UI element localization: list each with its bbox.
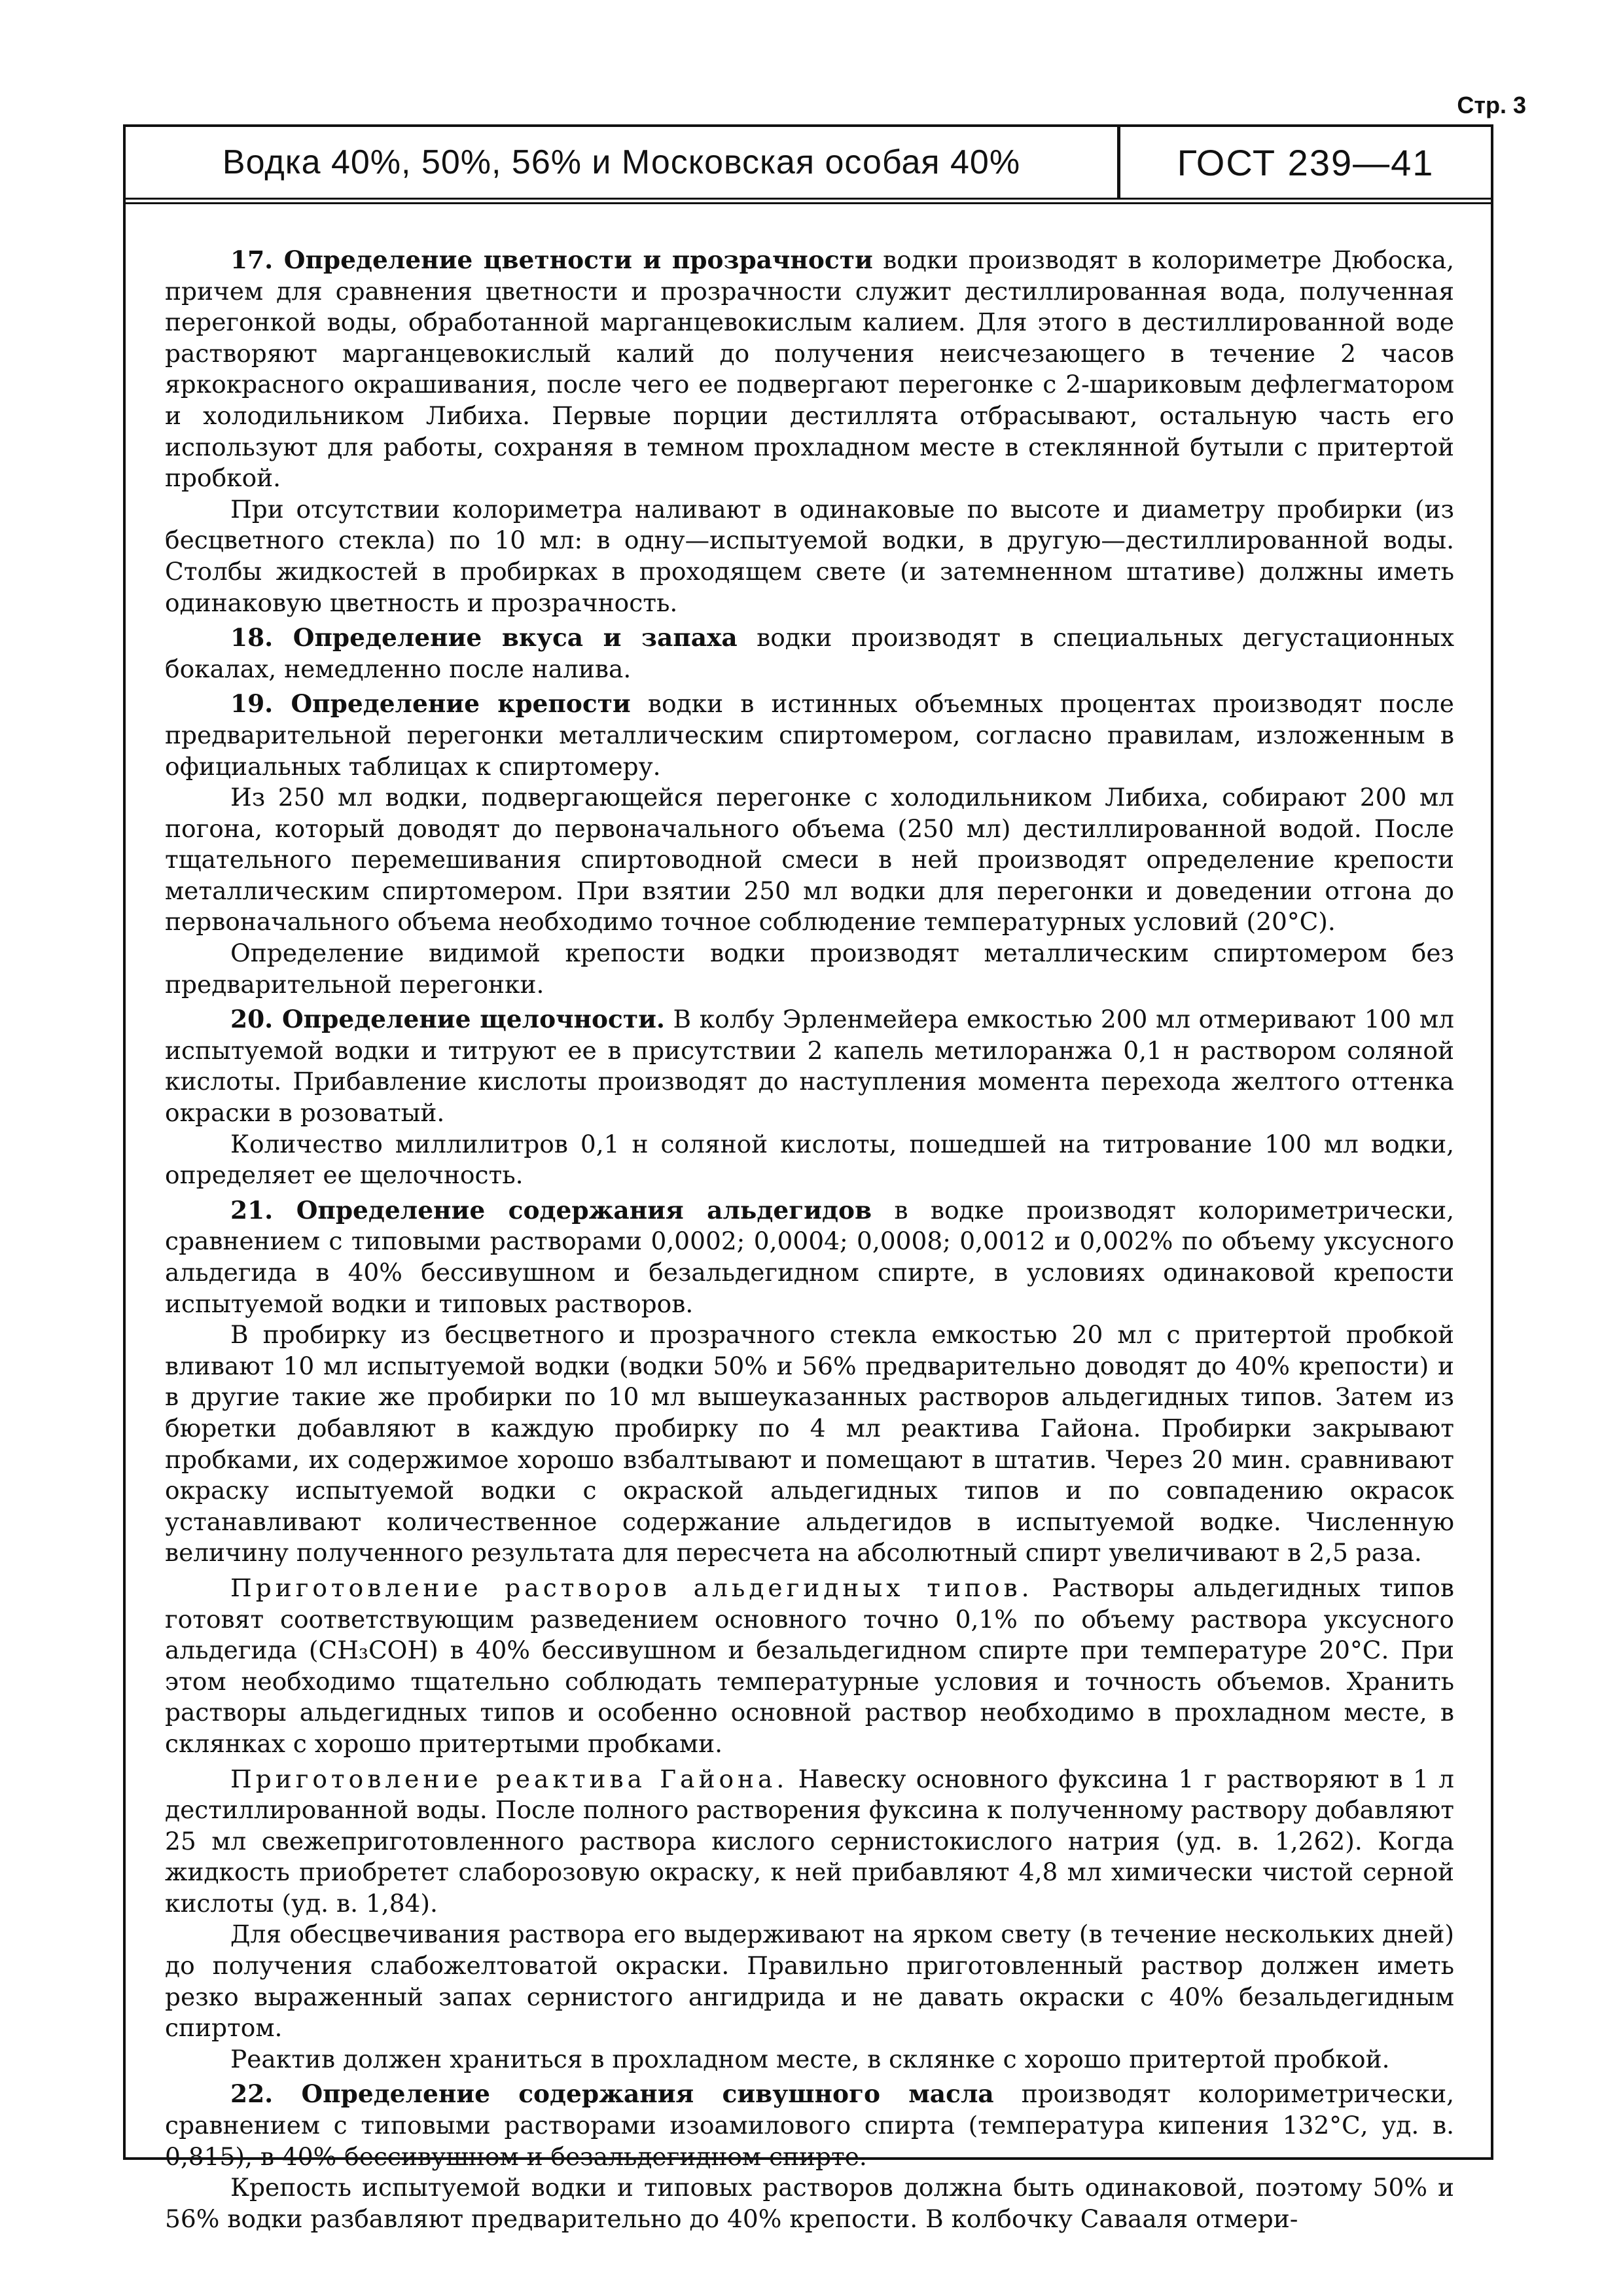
paragraph-text: При отсутствии колориметра наливают в одинаковые по высоте и диаметру пробирки (из бесцветного стекла) по 10 мл: в одну—испытуемой водки, в другую—дестиллированной воды. Столбы жидкостей в пробирках в проходящем свете (и затемненном штативе) должны иметь одинаковую цветность и прозрачность. (165, 494, 1454, 617)
paragraph-text: в водке производят колориметрически, сравнением с типовыми растворами 0,0002; 0,0004; 0,0008; 0,0012 и 0,002% по объему уксусного альдегида в 40% бессивушном и безальдегидном спирте, в условиях одинаковой крепости испытуемой водки и типовых растворов. (165, 1195, 1455, 1318)
paragraph (165, 2079, 1454, 2172)
paragraph (165, 1004, 1454, 1128)
paragraph-text: Реактив должен храниться в прохладном месте, в склянке с хорошо притертой пробкой. (230, 2044, 1390, 2073)
paragraph (165, 1764, 1454, 1920)
paragraph-text: Для обесцвечивания раствора его выдерживают на ярком свету (в течение нескольких дней) до получения слабожелтоватой окраски. Правильно приготовленный раствор должен иметь резко выраженный запах сернистого ангидрида и не давать окраски с 40% безальдегидным спиртом. (165, 1920, 1454, 2043)
paragraph-text: Навеску основного фуксина 1 г растворяют в 1 л дестиллированной воды. После полного растворения фуксина к полученному раствору добавляют 25 мл свежеприготовленного раствора кислого сернистокислого натрия (уд. в. 1,262). Когда жидкость приобретет слаборозовую окраску, к ней прибавляют 4,8 мл химически чистой серной кислоты (уд. в. 1,84). (165, 1764, 1455, 1918)
paragraph-text: В пробирку из бесцветного и прозрачного стекла емкостью 20 мл с притертой пробкой вливают 10 мл испытуемой водки (водки 50% и 56% предварительно доводят до 40% крепости) и в другие такие же пробирки по 10 мл вышеуказанных растворов альдегидных типов. Затем из бюретки добавляют в каждую пробирку по 4 мл реактива Гайона. Пробирки закрывают пробками, их содержимое хорошо взбалтывают и помещают в штатив. Через 20 мин. сравнивают окраску испытуемой водки с окраской альдегидных типов и по совпадению окрасок устанавливают количественное содержание альдегидов в испытуемой водке. Численную величину полученного результата для пересчета на абсолютный спирт увеличивают в 2,5 раза. (165, 1320, 1454, 1568)
paragraph-text: производят колориметрически, сравнением с типовыми растворами изоамилового спирта (температура кипения 132°С, уд. в. 0,815), в 40% бессивушном и безальдегидном спирте. (165, 2079, 1454, 2171)
paragraph-text: Из 250 мл водки, подвергающейся перегонке с холодильником Либиха, собирают 200 мл погона, который доводят до первоначального объема (250 мл) дестиллированной водой. После тщательного перемешивания спиртоводной смеси в ней производят определение крепости металлическим спиртомером. При взятии 250 мл водки для перегонки и доведении отгона до первоначального объема необходимо точное соблюдение температурных условий (20°С). (165, 783, 1454, 937)
paragraph-heading: 20. Определение щелочности. (230, 1005, 665, 1034)
standard-number: ГОСТ 239—41 (1177, 141, 1435, 183)
page-number: Стр. 3 (1457, 92, 1526, 118)
paragraph (165, 2172, 1454, 2234)
paragraph (165, 1573, 1454, 1760)
paragraph-text: водки производят в колориметре Дюбоска, причем для сравнения цветности и прозрачности служит дестиллированная вода, полученная перегонкой воды, обработанной марганцевокислым калием. Для этого в дестиллированной воде растворяют марганцевокислый калий до получения неисчезающего в течение 2 часов яркокрасного окрашивания, после чего ее подвергают перегонке с 2-шариковым дефлегматором и холодильником Либиха. Первые порции дестиллята отбрасывают, остальную часть его используют для работы, сохраняя в темном прохладном месте в стеклянной бутыли с притертой пробкой. (165, 245, 1454, 493)
paragraph-text: Крепость испытуемой водки и типовых растворов должна быть одинаковой, поэтому 50% и 56% водки разбавляют предварительно до 40% крепости. В колбочку Савааля отмери- (165, 2173, 1454, 2233)
paragraph (165, 1129, 1454, 1191)
paragraph (165, 245, 1454, 494)
document-header (126, 127, 1491, 204)
page-frame (123, 124, 1493, 2233)
paragraph (165, 1319, 1454, 1569)
paragraph (165, 2044, 1454, 2075)
paragraph-text: водки в истинных объемных процентах производят после предварительной перегонки металлическим спиртомером, согласно правилам, изложенным в официальных таблицах к спиртомеру. (165, 689, 1454, 781)
paragraph (165, 1195, 1454, 1319)
paragraph-subheading: Приготовление растворов альдегидных типов. (230, 1573, 1033, 1602)
body-text (165, 245, 1454, 2234)
document-title: Водка 40%, 50%, 56% и Московская особая 40% (126, 127, 1120, 198)
paragraph-heading: 19. Определение крепости (230, 689, 631, 719)
paragraph (165, 689, 1454, 782)
paragraph-heading: 21. Определение содержания альдегидов (230, 1195, 872, 1225)
paragraph (165, 938, 1454, 1000)
paragraph-heading: 18. Определение вкуса и запаха (230, 623, 738, 653)
paragraph-text: Растворы альдегидных типов готовят соответствующим разведением основного точно 0,1% по объему раствора уксусного альдегида (CH₃COH) в 40% бессивушном и безальдегидном спирте при температуре 20°С. При этом необходимо тщательно соблюдать температурные условия и точность объемов. Хранить растворы альдегидных типов и особенно основной раствор необходимо в прохладном месте, в склянках с хорошо притертыми пробками. (165, 1573, 1454, 1758)
paragraph (165, 782, 1454, 938)
paragraph-text: Количество миллилитров 0,1 н соляной кислоты, пошедшей на титрование 100 мл водки, определяет ее щелочность. (165, 1129, 1454, 1190)
paragraph-text: В колбу Эрленмейера емкостью 200 мл отмеривают 100 мл испытуемой водки и титруют ее в присутствии 2 капель метилоранжа 0,1 н раствором соляной кислоты. Прибавление кислоты производят до наступления момента перехода желтого оттенка окраски в розоватый. (165, 1005, 1454, 1128)
paragraph (165, 1919, 1454, 2043)
paragraph-heading: 22. Определение содержания сивушного масла (230, 2079, 994, 2109)
paragraph (165, 494, 1454, 619)
paragraph-text: Определение видимой крепости водки производят металлическим спиртомером без предварительной перегонки. (165, 939, 1454, 999)
paragraph (165, 622, 1454, 685)
paragraph-text: водки производят в специальных дегустационных бокалах, немедленно после налива. (165, 623, 1454, 683)
paragraph-subheading: Приготовление реактива Гайона. (230, 1764, 789, 1793)
paragraph-heading: 17. Определение цветности и прозрачности (230, 245, 873, 274)
